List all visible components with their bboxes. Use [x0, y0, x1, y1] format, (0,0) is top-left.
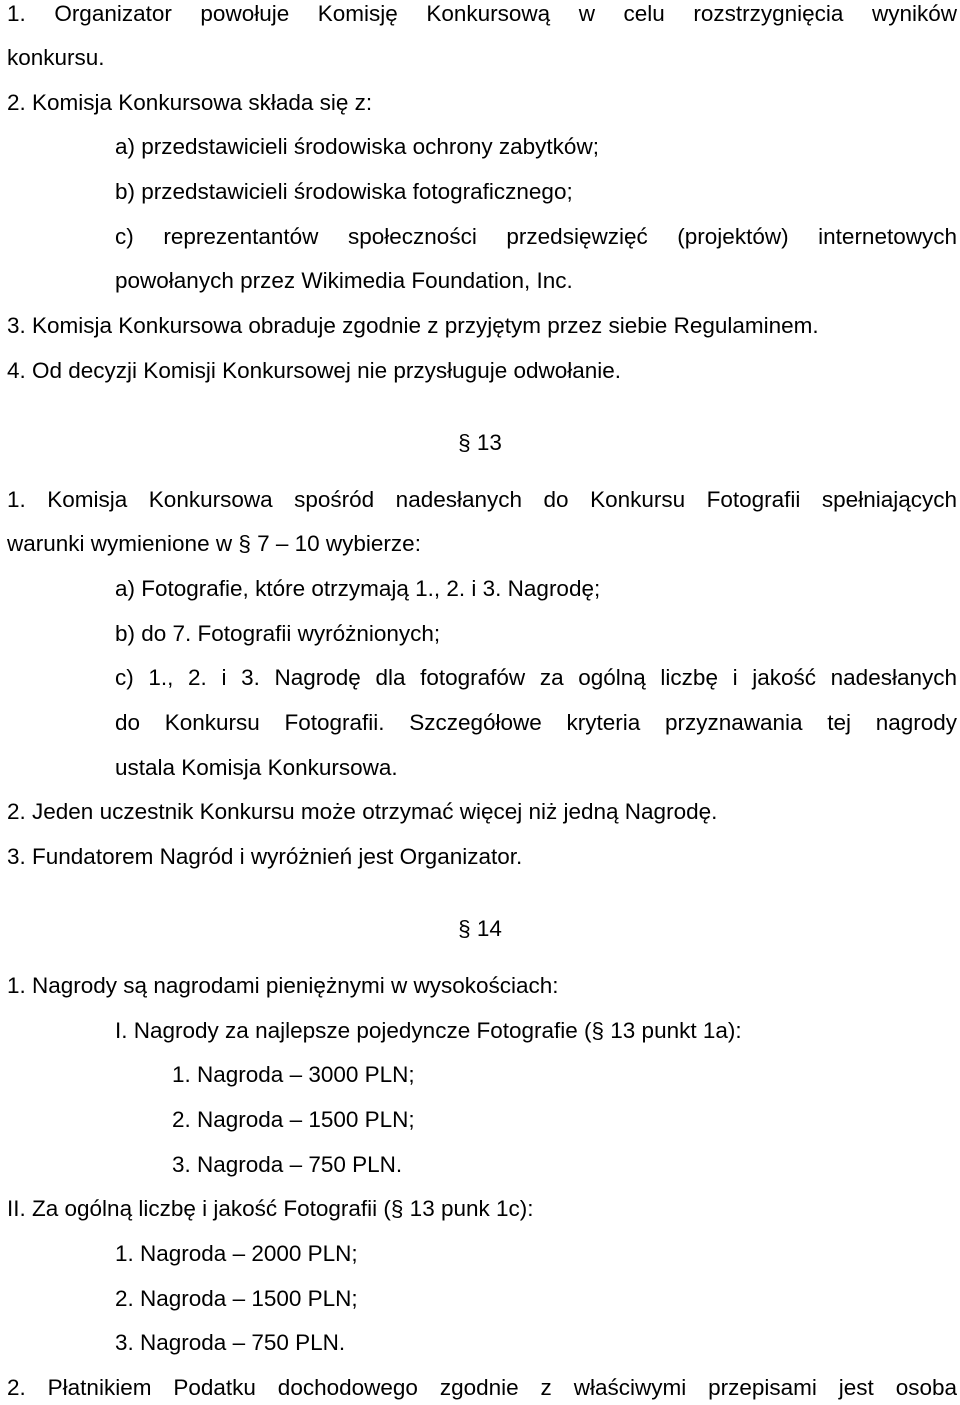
text-line: 2. Jeden uczestnik Konkursu może otrzymać więcej niż jedną Nagrodę. — [7, 799, 718, 824]
text-line: 3. Nagroda – 750 PLN. — [172, 1152, 403, 1177]
text-line: I. Nagrody za najlepsze pojedyncze Fotografie (§ 13 punkt 1a): — [115, 1018, 742, 1043]
text-line: 1. Komisja Konkursowa spośród nadesłanych do Konkursu Fotografii spełniających — [7, 487, 957, 512]
text-line: c) reprezentantów społeczności przedsięwzięć (projektów) internetowych — [115, 224, 957, 249]
text-line: 3. Nagroda – 750 PLN. — [115, 1330, 346, 1355]
text-line: 1. Nagroda – 2000 PLN; — [115, 1241, 358, 1266]
text-line: 1. Nagroda – 3000 PLN; — [172, 1062, 415, 1087]
text-line: a) Fotografie, które otrzymają 1., 2. i 3. Nagrodę; — [115, 576, 601, 601]
text-line: b) przedstawicieli środowiska fotograficznego; — [115, 179, 573, 204]
text-line: powołanych przez Wikimedia Foundation, Inc. — [115, 268, 573, 293]
text-line: 2. Płatnikiem Podatku dochodowego zgodnie z właściwymi przepisami jest osoba — [7, 1375, 957, 1400]
text-line: do Konkursu Fotografii. Szczegółowe kryteria przyznawania tej nagrody — [115, 710, 957, 735]
text-line: II. Za ogólną liczbę i jakość Fotografii (§ 13 punk 1c): — [7, 1196, 534, 1221]
text-line: c) 1., 2. i 3. Nagrodę dla fotografów za ogólną liczbę i jakość nadesłanych — [115, 665, 957, 690]
text-line: 1. Nagrody są nagrodami pieniężnymi w wysokościach: — [7, 973, 559, 998]
text-line: 4. Od decyzji Komisji Konkursowej nie przysługuje odwołanie. — [7, 358, 622, 383]
text-line: 2. Komisja Konkursowa składa się z: — [7, 90, 373, 115]
text-line: konkursu. — [7, 45, 105, 70]
text-line: ustala Komisja Konkursowa. — [115, 755, 398, 780]
text-line: 2. Nagroda – 1500 PLN; — [115, 1286, 358, 1311]
section-heading: § 14 — [458, 916, 502, 941]
text-line: 2. Nagroda – 1500 PLN; — [172, 1107, 415, 1132]
text-line: 3. Fundatorem Nagród i wyróżnień jest Organizator. — [7, 844, 523, 869]
section-heading: § 13 — [458, 430, 502, 455]
text-line: 1. Organizator powołuje Komisję Konkursową w celu rozstrzygnięcia wyników — [7, 1, 957, 26]
text-line: warunki wymienione w § 7 – 10 wybierze: — [7, 531, 421, 556]
text-line: 3. Komisja Konkursowa obraduje zgodnie z przyjętym przez siebie Regulaminem. — [7, 313, 819, 338]
text-line: b) do 7. Fotografii wyróżnionych; — [115, 621, 441, 646]
text-line: a) przedstawicieli środowiska ochrony zabytków; — [115, 134, 599, 159]
